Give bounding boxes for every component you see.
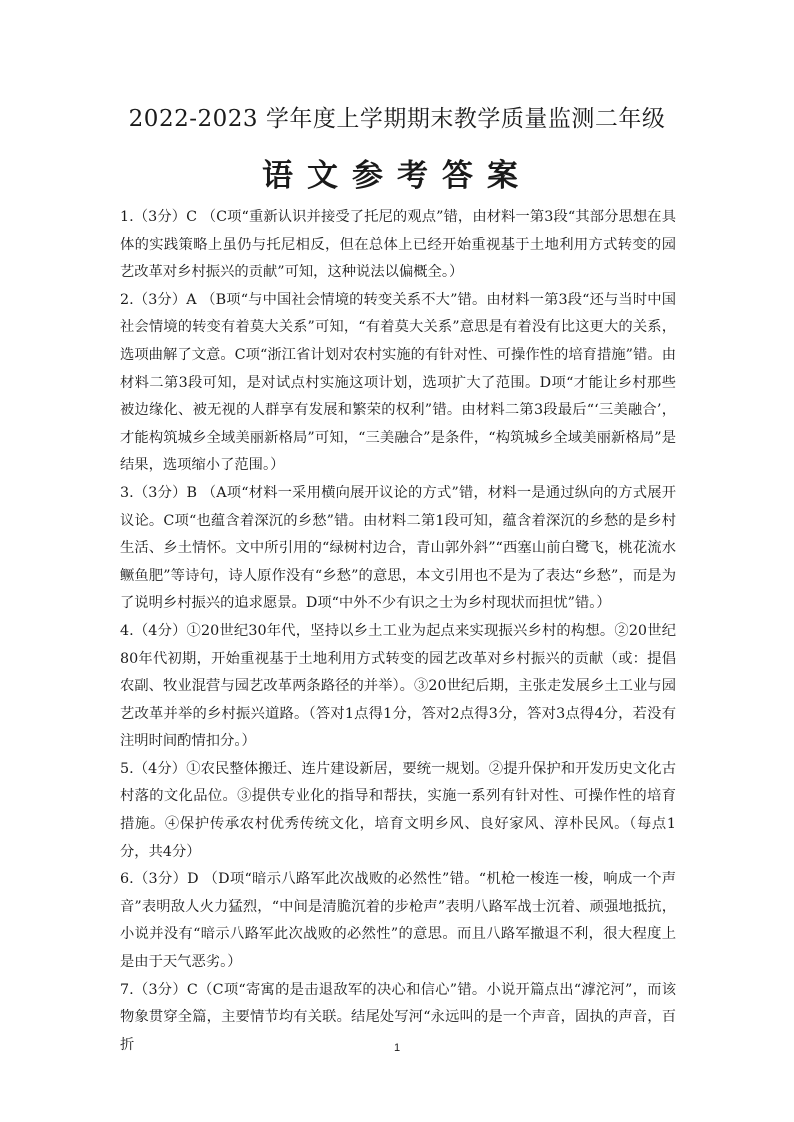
document-subtitle: 语文参考答案 <box>262 158 532 194</box>
answer-item-4: 4.（4分）①20世纪30年代，坚持以乡土工业为起点来实现振兴乡村的构想。②20世纪80年代初期，开始重视基于土地利用方式转变的园艺改革对乡村振兴的贡献（或：提倡农副、牧业混营与园艺改革两条路径的并举）。③20世纪后期，主张走发展乡土工业与园艺改革并举的乡村振兴道路。（答对1点得1分，答对2点得3分，答对3点得4分，若没有注明时间酌情扣分。） <box>120 622 676 750</box>
answer-item-3: 3.（3分）B （A项“材料一采用横向展开议论的方式”错，材料一是通过纵向的方式展开议论。C项“也蕴含着深沉的乡愁”错。由材料二第1段可知，蕴含着深沉的乡愁的是乡村生活、乡土情怀。文中所引用的“绿树村边合，青山郭外斜”“西塞山前白鹭飞，桃花流水鳜鱼肥”等诗句，诗人原作没有“乡愁”的意思，本文引用也不是为了表达“乡愁”，而是为了说明乡村振兴的追求愿景。D项“中外不少有识之士为乡村现状而担忧”错。） <box>120 484 676 612</box>
answer-item-2: 2.（3分）A （B项“与中国社会情境的转变关系不大”错。由材料一第3段“还与当时中国社会情境的转变有着莫大关系”可知，“有着莫大关系”意思是有着没有比这更大的关系，选项曲解了文意。C项“浙江省计划对农村实施的有针对性、可操作性的培育措施”错。由材料二第3段可知，是对试点村实施这项计划，选项扩大了范围。D项“才能让乡村那些被边缘化、被无视的人群享有发展和繁荣的权利”错。由材料二第3段最后“‘三美融合’，才能构筑城乡全域美丽新格局”可知，“三美融合”是条件，“构筑城乡全域美丽新格局”是结果，选项缩小了范围。） <box>120 291 676 474</box>
answer-item-5: 5.（4分）①农民整体搬迁、连片建设新居，要统一规划。②提升保护和开发历史文化古村落的文化品位。③提供专业化的指导和帮扶，实施一系列有针对性、可操作性的培育措施。④保护传承农村优秀传统文化，培育文明乡风、良好家风、淳朴民风。（每点1分，共4分） <box>120 760 676 860</box>
document-title: 2022-2023 学年度上学期期末教学质量监测二年级 <box>128 106 666 132</box>
answer-list <box>120 204 676 1059</box>
page-number: 1 <box>393 1042 401 1054</box>
answer-item-6: 6.（3分）D （D项“暗示八路军此次战败的必然性”错。“机枪一梭连一梭，响成一个声音”表明敌人火力猛烈，“中间是清脆沉着的步枪声”表明八路军战士沉着、顽强地抵抗，小说并没有“暗示八路军此次战败的必然性”的意思。而且八路军撤退不利，很大程度上是由于天气恶劣。） <box>120 871 676 971</box>
answer-item-7: 7.（3分）C（C项“寄寓的是击退敌军的决心和信心”错。小说开篇点出“滹沱河”，而该物象贯穿全篇，主要情节均有关联。结尾处写河“永远叫的是一个声音，固执的声音，百折 <box>120 981 676 1053</box>
answer-item-1: 1.（3分）C （C项“重新认识并接受了托尼的观点”错，由材料一第3段“其部分思想在具体的实践策略上虽仍与托尼相反，但在总体上已经开始重视基于土地利用方式转变的园艺改革对乡村振兴的贡献”可知，这种说法以偏概全。） <box>120 209 676 281</box>
